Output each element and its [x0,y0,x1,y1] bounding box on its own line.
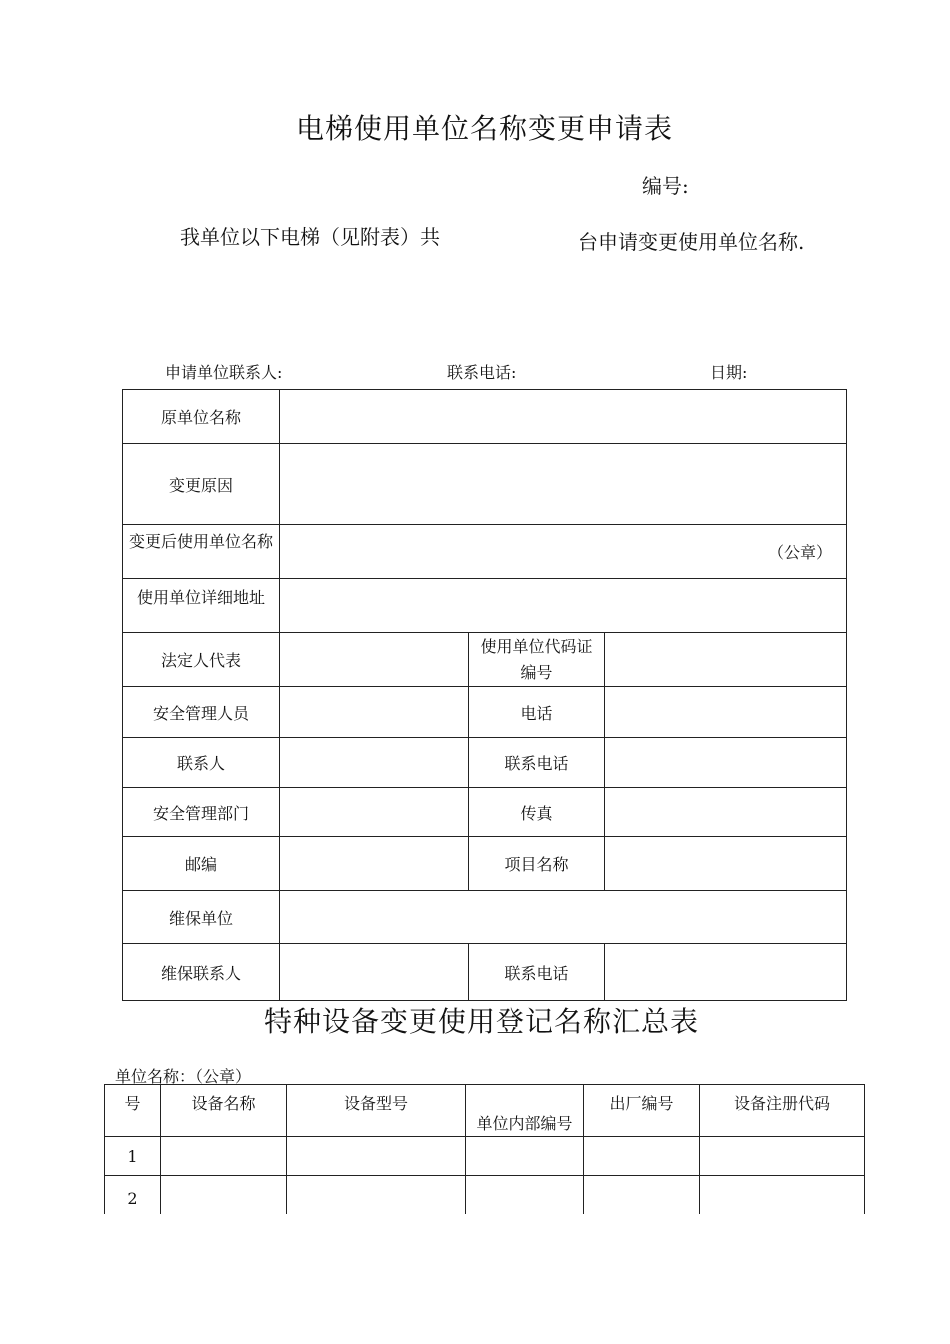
original-name-field[interactable] [280,390,847,444]
header-no: 号 [105,1085,161,1137]
contact-phone-field[interactable] [605,738,847,788]
phone-cell-label: 电话 [469,687,605,738]
maintenance-contact-field[interactable] [280,944,469,1001]
maintenance-phone-label: 联系电话 [469,944,605,1001]
safety-manager-field[interactable] [280,687,469,738]
table-row [105,1137,865,1176]
form-title: 电梯使用单位名称变更申请表 [296,112,674,145]
statement-part1: 我单位以下电梯（见附表）共 [180,225,440,249]
header-registration-code: 设备注册代码 [700,1085,865,1137]
phone-field[interactable] [605,687,847,738]
contact-person-label: 联系人 [123,738,280,788]
project-name-field[interactable] [605,837,847,891]
summary-table [104,1084,865,1222]
safety-dept-field[interactable] [280,788,469,837]
device-name-cell[interactable] [161,1137,287,1176]
change-reason-label: 变更原因 [123,444,280,525]
org-code-label: 使用单位代码证 编号 [469,633,605,687]
summary-title: 特种设备变更使用登记名称汇总表 [264,1005,700,1038]
row-number: 2 [105,1176,161,1222]
contact-phone-label: 联系电话 [469,738,605,788]
change-reason-field[interactable] [280,444,847,525]
org-code-field[interactable] [605,633,847,687]
header-device-model: 设备型号 [287,1085,466,1137]
internal-number-cell[interactable] [466,1137,584,1176]
device-model-cell[interactable] [287,1137,466,1176]
maintenance-contact-label: 维保联系人 [123,944,280,1001]
address-field[interactable] [280,579,847,633]
phone-label: 联系电话: [447,363,517,382]
header-factory-number: 出厂编号 [584,1085,700,1137]
header-device-name: 设备名称 [161,1085,287,1137]
seal-text: （公章） [768,543,833,562]
project-name-label: 项目名称 [469,837,605,891]
maintenance-unit-label: 维保单位 [123,891,280,944]
date-label: 日期: [710,363,748,382]
new-name-field[interactable] [280,525,847,579]
safety-dept-label: 安全管理部门 [123,788,280,837]
number-label: 编号: [642,174,689,198]
safety-manager-label: 安全管理人员 [123,687,280,738]
header-internal-number: 单位内部编号 [466,1085,584,1137]
legal-rep-field[interactable] [280,633,469,687]
maintenance-phone-field[interactable] [605,944,847,1001]
postcode-field[interactable] [280,837,469,891]
statement-part2: 台申请变更使用单位名称. [578,230,805,254]
registration-code-cell[interactable] [700,1137,865,1176]
contact-label: 申请单位联系人: [165,363,283,382]
contact-person-field[interactable] [280,738,469,788]
application-form-table [122,389,847,1001]
maintenance-unit-field[interactable] [280,891,847,944]
fax-label: 传真 [469,788,605,837]
fax-field[interactable] [605,788,847,837]
original-name-label: 原单位名称 [123,390,280,444]
legal-rep-label: 法定人代表 [123,633,280,687]
postcode-label: 邮编 [123,837,280,891]
summary-unit-label: 单位名称：（公章） [115,1067,252,1086]
new-name-label: 变更后使用单位名称 [123,525,280,579]
row-number: 1 [105,1137,161,1176]
address-label: 使用单位详细地址 [123,579,280,633]
page-cutoff [0,1214,950,1344]
factory-number-cell[interactable] [584,1137,700,1176]
